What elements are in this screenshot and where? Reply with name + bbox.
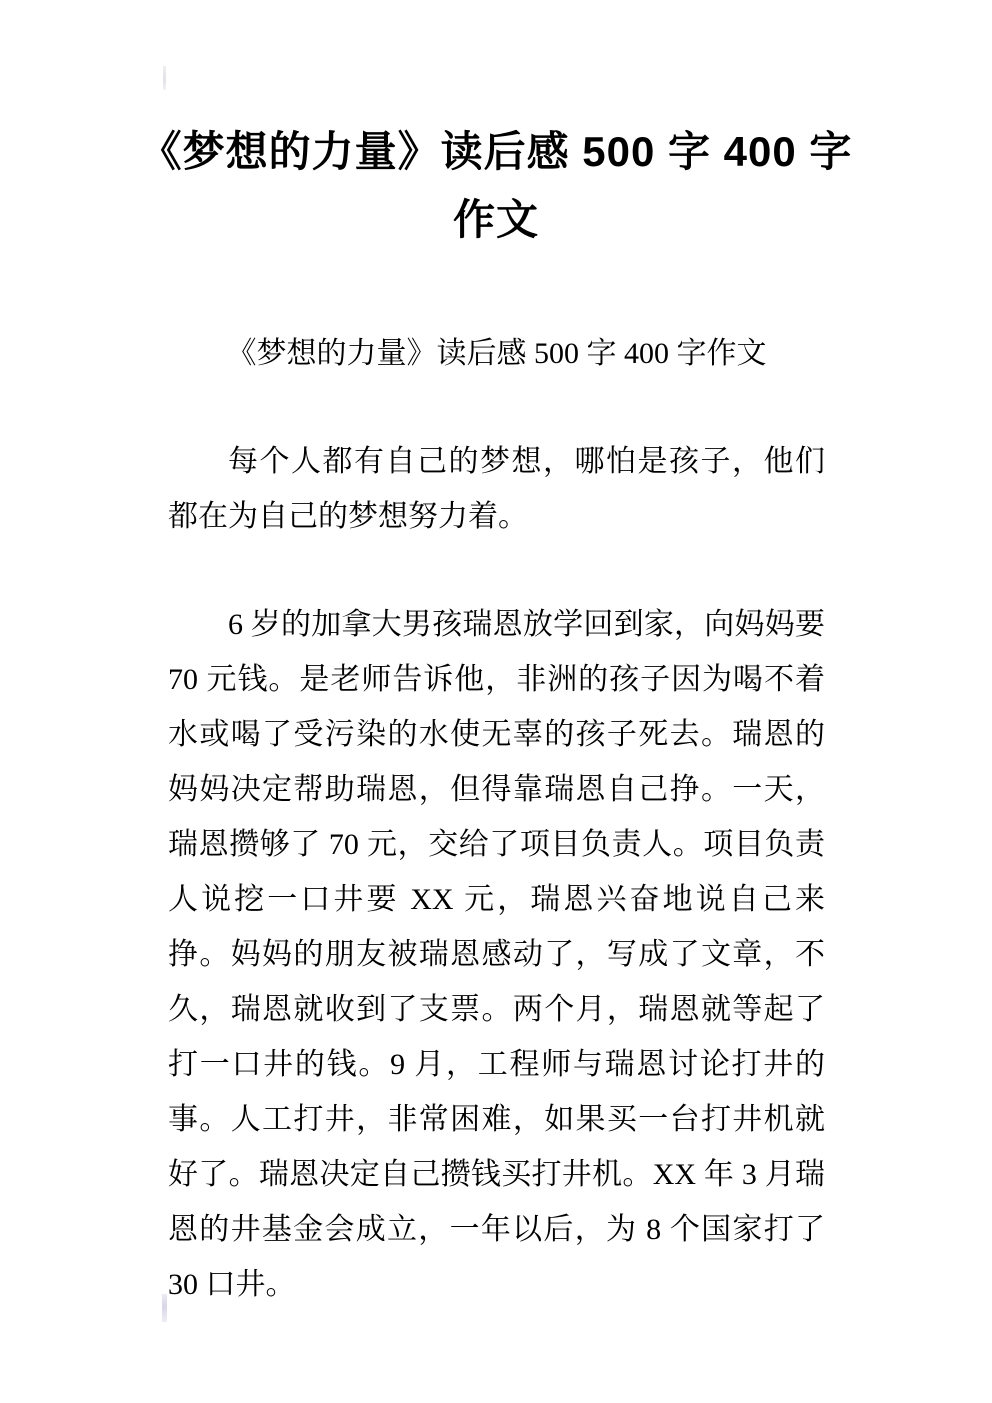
- smudge-artifact-bottom: [162, 1294, 167, 1322]
- document-subtitle: 《梦想的力量》读后感 500 字 400 字作文: [226, 337, 767, 370]
- paragraph-story: 6 岁的加拿大男孩瑞恩放学回到家，向妈妈要 70 元钱。是老师告诉他，非洲的孩子因为喝不着水或喝了受污染的水使无辜的孩子死去。瑞恩的妈妈决定帮助瑞恩，但得靠瑞恩自己挣。一天，瑞恩攒够了 70 元，交给了项目负责人。项目负责人说挖一口井要 XX 元，瑞恩兴奋地说自己来挣。妈妈的朋友被瑞恩感动了，写成了文章，不久，瑞恩就收到了支票。两个月，瑞恩就等起了打一口井的钱。9 月，工程师与瑞恩讨论打井的事。人工打井，非常困难，如果买一台打井机就好了。瑞恩决定自己攒钱买打井机。XX 年 3 月瑞恩的井基金会成立，一年以后，为 8 个国家打了 30 口井。: [168, 608, 825, 1301]
- document-title: [90, 118, 902, 254]
- document-title-line1: 《梦想的力量》读后感 500 字 400 字: [139, 128, 853, 175]
- document-title-line2: 作文: [452, 196, 539, 243]
- paragraph-intro: 每个人都有自己的梦想，哪怕是孩子，他们都在为自己的梦想努力着。: [168, 445, 825, 533]
- smudge-artifact-top: [163, 66, 166, 90]
